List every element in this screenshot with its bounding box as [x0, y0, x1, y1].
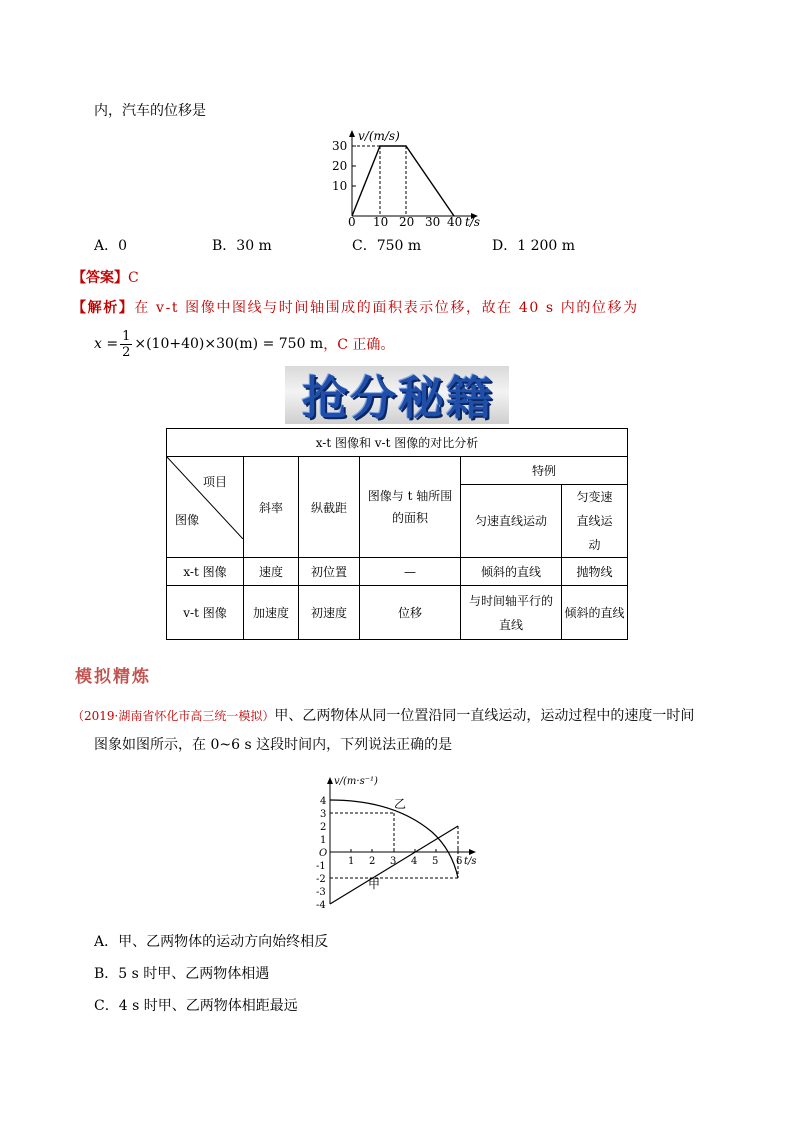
- y-tick-label: -1: [316, 861, 326, 872]
- y-tick-label: 4: [320, 796, 327, 807]
- row-name: x-t 图像: [167, 558, 244, 586]
- origin-label: O: [319, 848, 328, 859]
- cell-accel: 倾斜的直线: [562, 586, 628, 640]
- x-tick-label: 4: [411, 856, 418, 867]
- option-c: C．750 m: [352, 238, 422, 254]
- curve-label-yi: 乙: [394, 797, 407, 811]
- diagonal-header-cell: [167, 457, 244, 558]
- cell-uniform: 与时间轴平行的直线: [461, 586, 562, 640]
- x-tick-label: 30: [425, 215, 441, 228]
- banner-char: 籍: [446, 371, 492, 425]
- formula-rhs: ×(10+40)×30(m) = 750 m: [134, 336, 324, 352]
- y-tick-label: 20: [332, 159, 348, 173]
- formula-lhs: x =: [94, 336, 119, 352]
- diag-bottom-label: 图像: [175, 513, 200, 527]
- banner-char: 抢: [302, 371, 348, 425]
- y-tick-label: 3: [320, 809, 327, 820]
- x-axis-label: t/s: [465, 215, 481, 228]
- header-uniform: 匀速直线运动: [461, 485, 562, 558]
- comparison-table: [166, 428, 628, 640]
- cell-slope: 速度: [244, 558, 299, 586]
- analysis-label: 【解析】: [72, 300, 135, 316]
- y-axis-label: v/(m/s): [358, 129, 400, 143]
- header-special: 特例: [461, 457, 628, 485]
- vt-graph-car: [326, 128, 496, 228]
- banner-image: [285, 366, 509, 424]
- x-tick-label: 3: [390, 856, 397, 867]
- question2-text2: 图象如图所示，在 0~6 s 这段时间内，下列说法正确的是: [94, 737, 453, 753]
- cell-accel: 抛物线: [562, 558, 628, 586]
- analysis-formula: [94, 324, 394, 364]
- x-tick-label: 5: [432, 856, 439, 867]
- banner-char: 分: [350, 371, 396, 425]
- header-intercept: 纵截距: [299, 457, 360, 558]
- cell-uniform: 倾斜的直线: [461, 558, 562, 586]
- cell-area: 位移: [360, 586, 461, 640]
- answer-label: 【答案】: [72, 270, 128, 286]
- analysis-text: 在 v-t 图像中图线与时间轴围成的面积表示位移，故在 40 s 内的位移为: [134, 300, 639, 316]
- origin-label: 0: [348, 215, 356, 228]
- y-tick-label: -2: [316, 874, 326, 885]
- question2-text1: 甲、乙两物体从同一位置沿同一直线运动，运动过程中的速度一时间: [274, 708, 695, 724]
- y-tick-label: 2: [320, 822, 327, 833]
- question-source: （2019·湖南省怀化市高三统一模拟）: [72, 709, 275, 723]
- banner-char: 秘: [398, 371, 444, 425]
- diag-top-label: 项目: [203, 475, 228, 489]
- header-accel: 匀变速直线运动: [562, 485, 628, 558]
- cell-slope: 加速度: [244, 586, 299, 640]
- fraction: [120, 329, 132, 360]
- y-tick-label: -3: [316, 887, 326, 898]
- analysis-line: [72, 298, 639, 318]
- line-label-jia: 甲: [368, 877, 381, 891]
- y-tick-label: 1: [320, 835, 327, 846]
- vt-graph-jia-yi: [310, 774, 486, 910]
- row-name: v-t 图像: [167, 586, 244, 640]
- cell-intercept: 初位置: [299, 558, 360, 586]
- option-c: C．4 s 时甲、乙两物体相距最远: [94, 998, 298, 1014]
- fraction-numerator: 1: [122, 328, 131, 344]
- option-a: A．0: [94, 238, 128, 254]
- option-a: A．甲、乙两物体的运动方向始终相反: [94, 934, 329, 950]
- option-b: B．5 s 时甲、乙两物体相遇: [94, 966, 270, 982]
- y-tick-label: -4: [316, 900, 326, 910]
- analysis-conclusion: ，C 正确。: [323, 337, 395, 353]
- y-tick-label: 30: [332, 139, 348, 153]
- option-d: D．1 200 m: [492, 238, 576, 254]
- answer-value: C: [128, 270, 139, 286]
- x-axis-label: t/s: [464, 856, 477, 867]
- x-tick-label: 10: [373, 215, 389, 228]
- x-tick-label: 1: [348, 856, 355, 867]
- x-tick-label: 20: [399, 215, 415, 228]
- question2-line1: [72, 706, 694, 726]
- y-tick-label: 10: [332, 179, 348, 193]
- header-slope: 斜率: [244, 457, 299, 558]
- x-tick-label: 2: [369, 856, 376, 867]
- cell-area: —: [360, 558, 461, 586]
- question-stem-fragment: 内，汽车的位移是: [94, 103, 206, 119]
- option-b: B．30 m: [212, 238, 272, 254]
- answer-line: [72, 268, 139, 288]
- section-title: 模拟精炼: [75, 667, 151, 687]
- table-title: x-t 图像和 v-t 图像的对比分析: [167, 429, 628, 457]
- fraction-denominator: 2: [122, 344, 131, 360]
- x-tick-label: 6: [456, 856, 463, 867]
- y-axis-label: v/(m·s⁻¹): [334, 776, 378, 787]
- cell-intercept: 初速度: [299, 586, 360, 640]
- header-area: 图像与 t 轴所围的面积: [360, 457, 461, 558]
- x-tick-label: 40: [447, 215, 463, 228]
